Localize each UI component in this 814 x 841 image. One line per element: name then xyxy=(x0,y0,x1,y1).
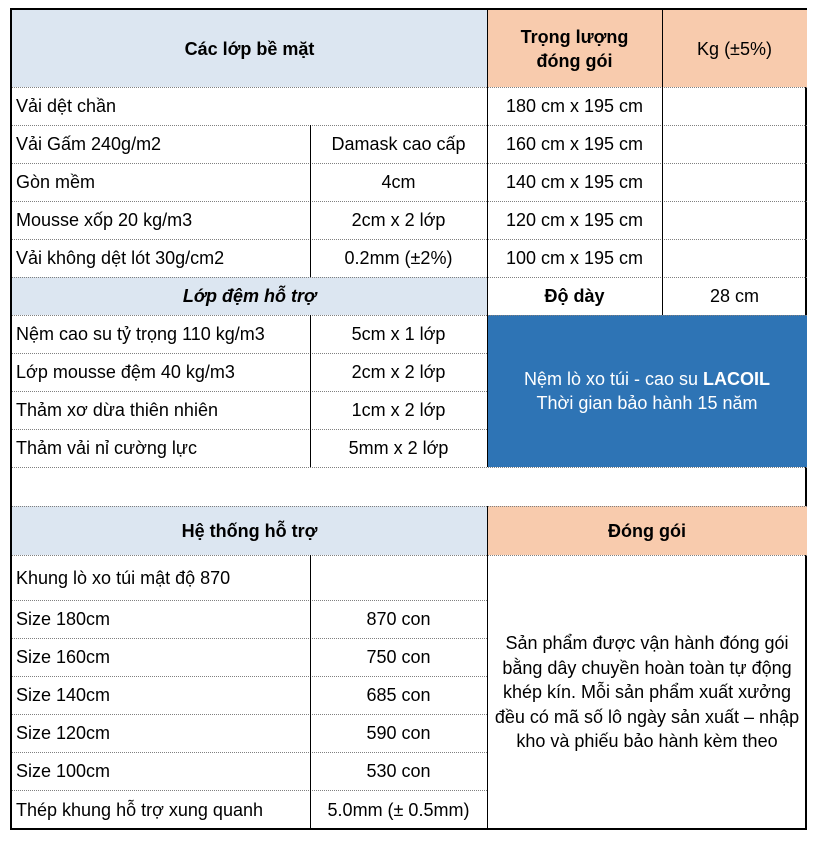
surface-row-4-name: Mousse xốp 20 kg/m3 xyxy=(16,210,193,230)
surface-row-3-name: Gòn mềm xyxy=(16,172,96,192)
packed-weight-line2: đóng gói xyxy=(536,50,613,71)
support-system-row-5-name: Size 120cm xyxy=(16,723,111,743)
support-system-row-3-name: Size 160cm xyxy=(16,647,111,667)
weight-size-3: 140 cm x 195 cm xyxy=(505,172,644,192)
support-layer-header: Lớp đệm hỗ trợ xyxy=(12,277,487,315)
support-system-header: Hệ thống hỗ trợ xyxy=(12,506,487,555)
support-system-row-7-value: 5.0mm (± 0.5mm) xyxy=(327,800,470,820)
surface-row-3-value: 4cm xyxy=(381,172,416,192)
product-name-line xyxy=(524,367,770,391)
support-layer-row-1-name: Nệm cao su tỷ trọng 110 kg/m3 xyxy=(16,324,265,344)
weight-size-2: 160 cm x 195 cm xyxy=(505,134,644,154)
support-system-row-2-name: Size 180cm xyxy=(16,609,111,629)
surface-row-4-value: 2cm x 2 lớp xyxy=(351,210,446,230)
support-system-row-1-name: Khung lò xo túi mật độ 870 xyxy=(16,567,231,588)
support-system-row-6-value: 530 con xyxy=(366,761,431,781)
support-system-row-3-value: 750 con xyxy=(366,647,431,667)
support-layer-row-3-value: 1cm x 2 lớp xyxy=(351,400,446,420)
packaging-header: Đóng gói xyxy=(487,506,807,555)
surface-row-2-name: Vải Gấm 240g/m2 xyxy=(16,134,162,154)
thickness-label: Độ dày xyxy=(544,286,605,306)
weight-size-5: 100 cm x 195 cm xyxy=(505,248,644,268)
weight-unit-header: Kg (±5%) xyxy=(662,10,807,87)
support-system-row-6-name: Size 100cm xyxy=(16,761,111,781)
support-layer-row-2-value: 2cm x 2 lớp xyxy=(351,362,446,382)
weight-size-1: 180 cm x 195 cm xyxy=(505,96,644,116)
support-system-row-7-name: Thép khung hỗ trợ xung quanh xyxy=(16,800,263,820)
product-info-box xyxy=(487,315,807,467)
support-system-row-5-value: 590 con xyxy=(366,723,431,743)
support-system-row-4-value: 685 con xyxy=(366,685,431,705)
support-layer-row-2-name: Lớp mousse đệm 40 kg/m3 xyxy=(16,362,235,382)
surface-row-5-value: 0.2mm (±2%) xyxy=(344,248,453,268)
weight-size-4: 120 cm x 195 cm xyxy=(505,210,644,230)
packed-weight-line1: Trọng lượng xyxy=(520,26,629,47)
support-layer-row-3-name: Thảm xơ dừa thiên nhiên xyxy=(16,400,218,420)
packaging-description: Sản phẩm được vận hành đóng gói bằng dây chuyền hoàn toàn tự động khép kín. Mỗi sản phẩm xuất xưởng đều có mã số lô ngày sản xuất – nhập kho và phiếu bảo hành kèm theo xyxy=(494,633,800,752)
packed-weight-header xyxy=(487,10,662,87)
product-warranty: Thời gian bảo hành 15 năm xyxy=(536,393,758,413)
surface-row-5-name: Vải không dệt lót 30g/cm2 xyxy=(16,248,225,268)
thickness-value: 28 cm xyxy=(709,286,760,306)
surface-row-1-name: Vải dệt chần xyxy=(16,96,117,116)
support-layer-row-4-value: 5mm x 2 lớp xyxy=(348,438,449,458)
product-name-prefix: Nệm lò xo túi - cao su xyxy=(523,369,704,389)
support-layer-row-1-value: 5cm x 1 lớp xyxy=(351,324,446,344)
support-layer-row-4-name: Thảm vải nỉ cường lực xyxy=(16,438,197,458)
surface-row-2-value: Damask cao cấp xyxy=(331,134,466,154)
support-system-row-4-name: Size 140cm xyxy=(16,685,111,705)
support-system-row-2-value: 870 con xyxy=(366,609,431,629)
surface-layers-header: Các lớp bề mặt xyxy=(12,10,487,87)
spec-table xyxy=(10,8,807,830)
product-brand: LACOIL xyxy=(703,369,771,389)
